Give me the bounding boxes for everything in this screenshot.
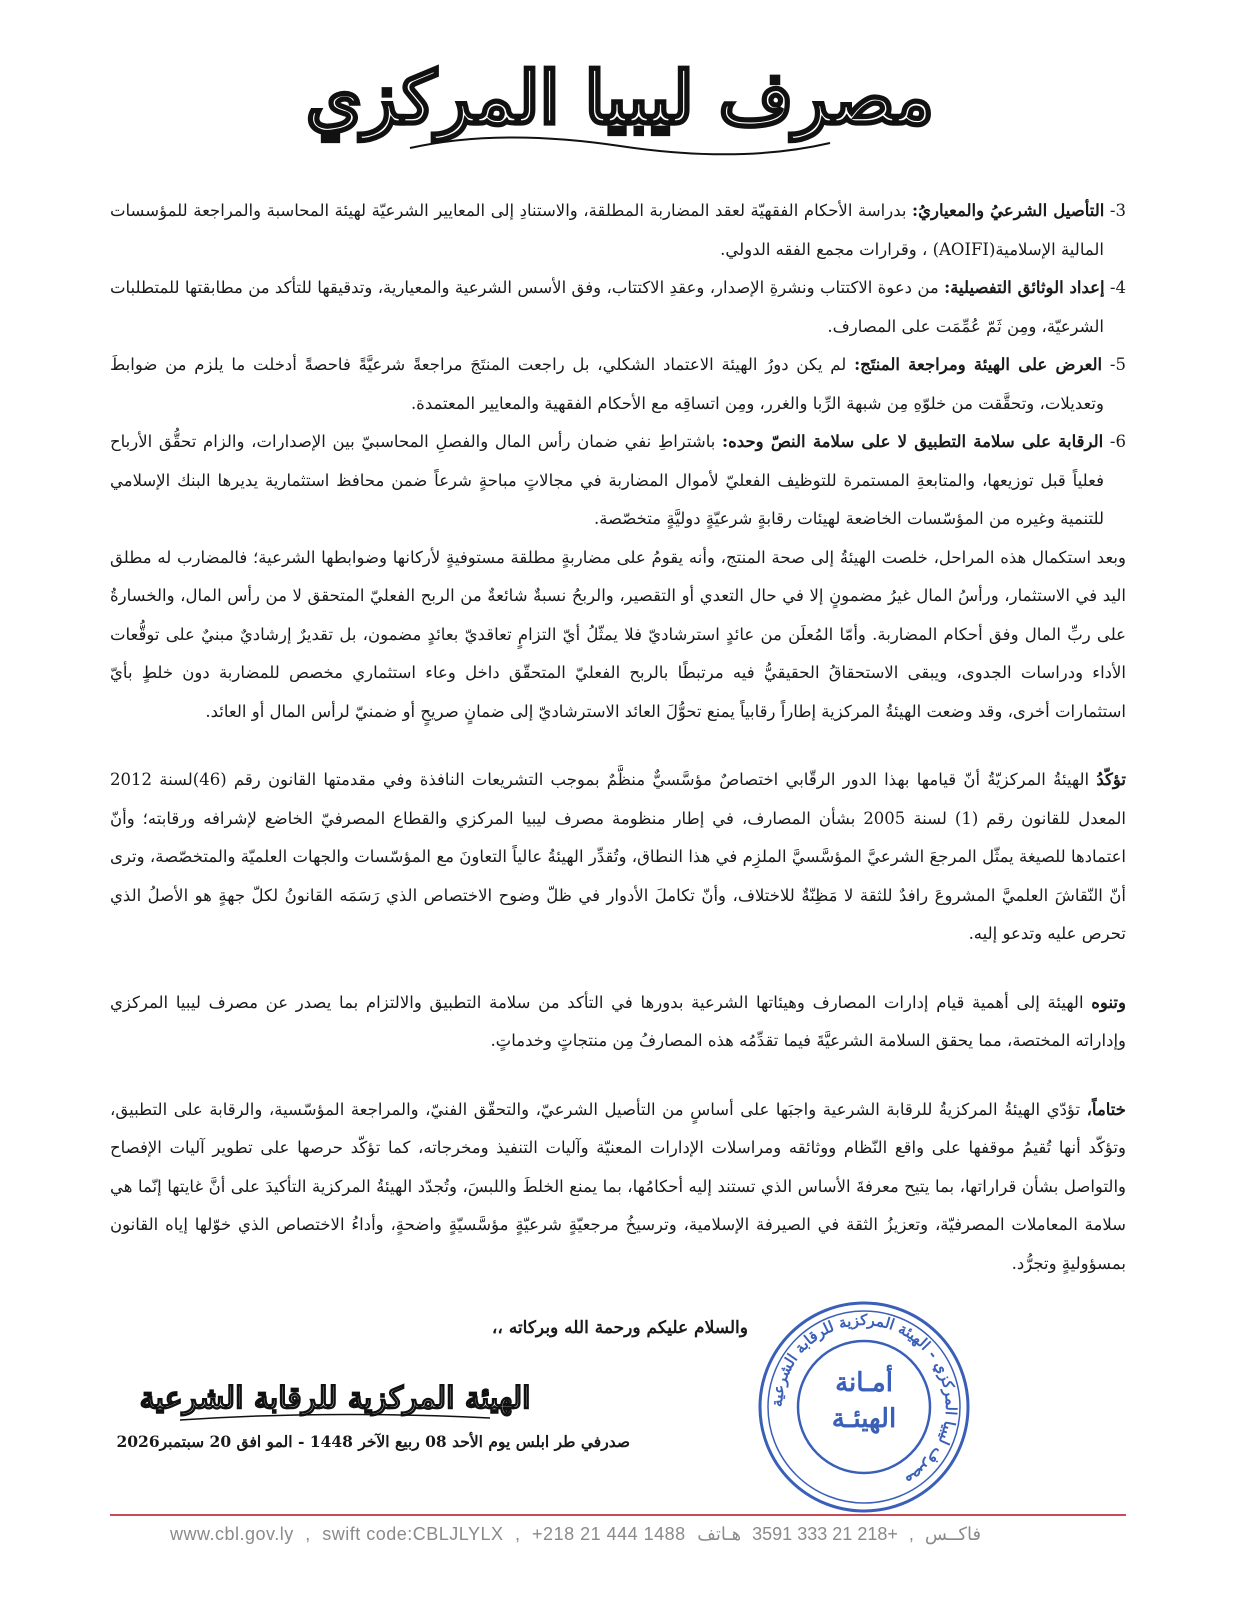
footer-fax: +218 21 444 1488 [532,1524,686,1544]
salutation: والسلام عليكم ورحمة الله وبركاته ،، [491,1318,748,1338]
emphasis-lead: تؤكّدُ [1096,770,1126,789]
conclusion-paragraph: وبعد استكمال هذه المراحل، خلصت الهيئةُ إلى صحة المنتج، وأنه يقومُ على مضاربةٍ مطلقة مستوفيةٍ لأركانها وضوابطها الشرعية؛ فالمضارب له مطلق اليد في الاستثمار، ورأسُ المال غيرُ مضمونٍ إلا في حال التعدي أو التقصير، والربحُ نسبةٌ شائعةٌ من الربح الفعليّ المتحقق لا من رأس المال، والخسارةُ على ربِّ المال وفق أحكام المضاربة. وأمّا المُعلَن من عائدٍ استرشاديّ فلا يمثّلُ أيّ التزامٍ تعاقديّ بعائدٍ مضمون، بل تقديرٌ إرشاديٌ مبنيٌ على توقُّعات الأداء ودراسات الجدوى، ويبقى الاستحقاقُ الحقيقيُّ فيه مرتبطًا بالربح الفعليّ المتحقّق داخل وعاء استثماري مخصص للمضاربة دون خلطٍ بأيّ استثمارات أخرى، وقد وضعت الهيئةُ المركزية إطاراً رقابياً يمنع تحوُّلَ العائد الاسترشاديّ إلى ضمانٍ صريحٍ أو ضمنيّ لرأس المال أو العائد. [110,547,1126,721]
item-number: 5- [1109,355,1126,374]
signature-image [139,1360,531,1430]
issued-date-line: صدرفي طر ابلس يوم الأحد 08 ربيع الآخر 1448 - المو افق 20 سبتمبر2026 [116,1432,630,1451]
item-text: باشتراطِ نفي ضمان رأس المال والفصلِ المحاسبيّ بين الإصدارات، والزام تحقُّق الأرباح فعلياً قبل توزيعها، والمتابعةِ المستمرة للتوظيف الفعليّ لأموال المضاربة في مجالاتٍ مباحةٍ شرعاً ضمن محافظ استثمارية يديرها البنك الإسلامي للتنمية وغيره من المؤسّسات الخاضعة لهيئات رقابةٍ شرعيّةٍ دوليَّةٍ متخصّصة. [110,432,1104,528]
closing-lead: ختاماً، [1086,1099,1126,1119]
item-text: بدراسة الأحكام الفقهيّة لعقد المضاربة المطلقة، والاستنادِ إلى المعايير الشرعيّة لهيئة المحاسبة والمراجعة للمؤسسات المالية الإسلامية(AOIFI) ، وقرارات مجمع الفقه الدولي. [110,201,1104,259]
emphasis-text: الهيئةُ المركزيّةُ أنّ قيامها بهذا الدور الرقّابي اختصاصٌ مؤسَّسيٌّ منظَّمٌ بموجب التشريعات النافذة وفي مقدمتها القانون رقم (46)لسنة 2012 المعدل للقانون رقم (1) لسنة 2005 بشأن المصارف، في إطار منظومة مصرف ليبيا المركزي والقطاع المصرفيّ الخاضع لإشرافه ورقابته؛ وأنّ اعتمادها للصيغة يمثّل المرجعَ الشرعيَّ المؤسَّسيَّ الملزِم في هذا النطاق، وتُقدِّر الهيئةُ عالياً التعاونَ مع المؤسّسات والجهات العلميّة والمتخصّصة، وترى أنّ النّقاشَ العلميَّ المشروعَ رافدٌ للثقة لا مَظِنّةٌ للاختلاف، وأنّ تكاملَ الأدوار في ظلّ وضوح الاختصاص الذي رَسَمَه القانونُ لكلّ جهةٍ هو الأصلُ الذي تحرص عليه وتدعو إليه. [110,770,1126,943]
closing-paragraph [110,1091,1126,1284]
list-item [110,269,1126,346]
spacer [110,1061,1126,1091]
signature-text: الهيئة المركزية للرقابة الشرعية [139,1381,531,1416]
signature-calligraphy [139,1360,531,1430]
list-item [110,423,1126,539]
item-lead: العرض على الهيئة ومراجعة المنتَج: [854,355,1103,374]
item-lead: الرقابة على سلامة التطبيق لا على سلامة النصّ وحده: [722,432,1104,451]
note-text: الهيئة إلى أهمية قيام إدارات المصارف وهيئاتها الشرعية بدورها في التأكد من سلامة التطبيق والالتزام بما يصدر عن مصرف ليبيا المركزي وإداراته المختصة، مما يحقق السلامة الشرعيَّةَ فيما تقدِّمُه هذه المصارفُ مِن منتجاتٍ وخدماتٍ. [110,992,1126,1050]
footer-contact: www.cbl.gov.ly , swift code:CBLJLYLX , +218 21 444 1488 فاكــس , +218 21 333 3591 هـاتف [170,1524,982,1544]
item-lead: التأصيل الشرعيُ والمعياريُ: [912,201,1105,220]
letterhead-logo [305,28,935,168]
note-lead: وتنوه [1091,992,1126,1012]
official-stamp [755,1298,973,1516]
stamp-ring-text: مصرف ليبيا المركزي - الهيئة المركزية للرقابة الشرعية [767,1310,961,1491]
letter-body [110,192,1126,1283]
footer-swift: swift code:CBLJLYLX [322,1524,504,1544]
item-lead: إعداد الوثائق التفصيلية: [944,278,1105,297]
item-number: 6- [1109,432,1126,451]
spacer [110,954,1126,984]
item-number: 4- [1109,278,1126,297]
item-text: لم يكن دورُ الهيئة الاعتماد الشكلي، بل راجعت المنتَجَ مراجعةً شرعيَّةً فاحصةً أدخلت ما يلزم من ضوابطَ وتعديلات، وتحقَّقت من خلوّهِ مِن شبهة الرِّبا والغرر، ومِن اتساقِه مع الأحكام الفقهية والمعايير المعتمدة. [110,355,1104,413]
emphasis-paragraph [110,761,1126,954]
note-paragraph [110,984,1126,1061]
footer-phone: +218 21 333 3591 [752,1524,898,1544]
calligraphy-logo [305,28,935,168]
footer-divider [110,1514,1126,1516]
stamp-line-1: أمـانة [835,1368,893,1398]
item-text: من دعوة الاكتتاب ونشرةِ الإصدار، وعقدِ الاكتتاب، وفق الأسس الشرعية والمعيارية، وتدقيقها للتأكد من مطابقتها للمتطلبات الشرعيّة، ومِن ثَمّ عُمِّمَت على المصارف. [110,278,1104,336]
closing-text: تؤدّي الهيئةُ المركزيةُ للرقابة الشرعية واجبَها على أساسٍ من التأصيل الشرعيّ، والتحقّق الفنيّ، والمراجعة المؤسّسية، والرقابة على التطبيق، وتؤكّد أنها تُقيمُ موقفها على واقع النّظام ووثائقه ومراسلات الإدارات المعنيّة وآليات التنفيذ ومخرجاته، كما تؤكّد حرصها على تطوير آليات الإفصاح والتواصل بشأن قراراتها، بما يتيح معرفةَ الأساس الذي تستند إليه أحكامُها، بما يمنع الخلطَ واللبسَ، وتُجدّد الهيئةُ المركزية التأكيدَ على أنَّ غايتها إنّما هي سلامة المعاملات المصرفيّة، وتعزيزُ الثقة في الصيرفة الإسلامية، وترسيخُ مرجعيّةٍ شرعيّةٍ مؤسَّسيّةٍ واضحةٍ، وأداءُ الاختصاص الذي خوّلها إياه القانون بمسؤوليةٍ وتجرُّد. [110,1099,1126,1273]
footer-fax-label: فاكــس [924,1524,982,1544]
list-item [110,192,1126,269]
stamp-line-2: الهيئـة [831,1404,897,1434]
list-item [110,346,1126,423]
footer-phone-label: هـاتف [697,1524,742,1544]
spacer [110,731,1126,761]
footer-website[interactable]: www.cbl.gov.ly [170,1524,294,1544]
letterhead-title: مصرف ليبيا المركزي [305,55,935,140]
item-number: 3- [1109,201,1126,220]
